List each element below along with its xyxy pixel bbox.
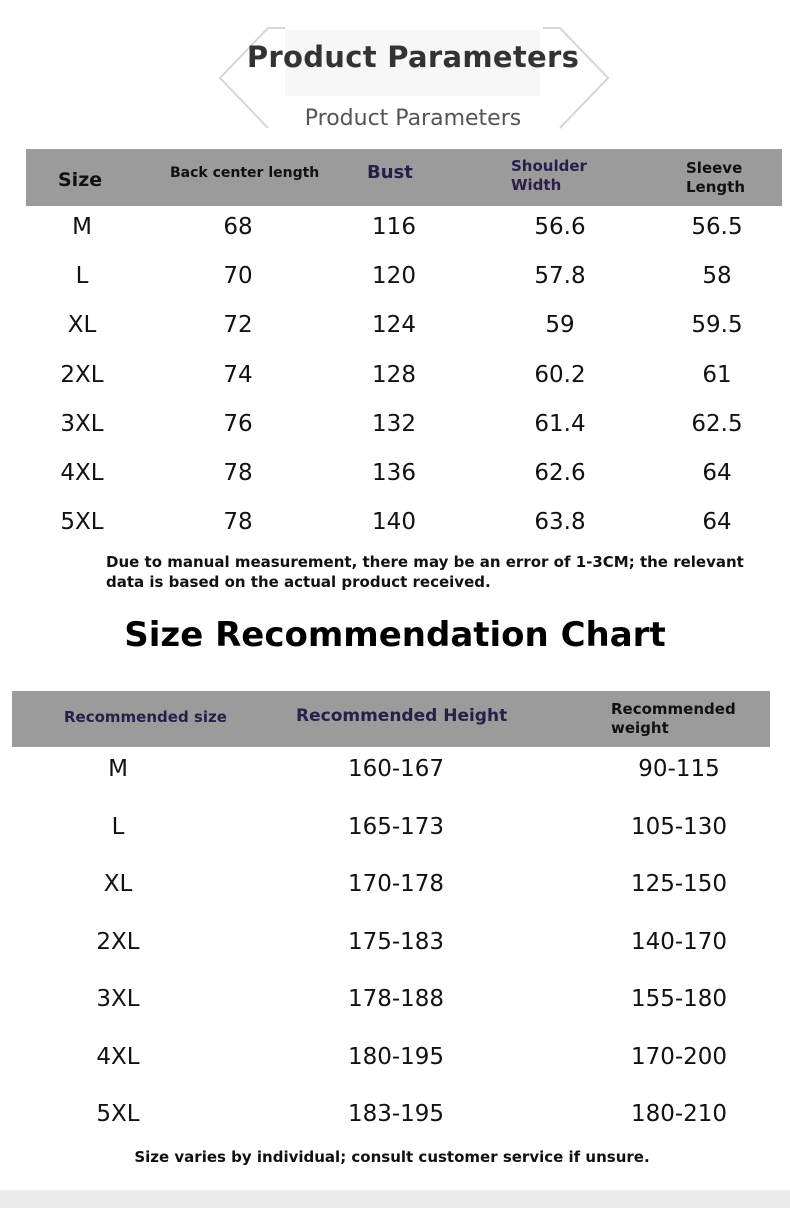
recommend-weight-cell: 155-180 [630,986,728,1012]
params-value-cell: 116 [372,214,416,240]
col-recommended-height-header: Recommended Height [296,706,508,726]
params-value-cell: 56.5 [691,214,743,240]
page-subtitle: Product Parameters [304,106,522,131]
col-size-header: Size [58,169,103,191]
params-value-cell: 62.6 [534,460,586,486]
params-value-cell: 62.5 [691,411,743,437]
params-value-cell: 61 [702,362,732,388]
params-value-cell: 70 [223,263,253,289]
params-size-cell: 2XL [60,362,104,388]
recommendation-title: Size Recommendation Chart [124,615,666,655]
recommend-size-cell: 5XL [96,1101,140,1127]
params-value-cell: 56.6 [534,214,586,240]
params-value-cell: 59 [545,312,575,338]
params-value-cell: 78 [223,460,253,486]
params-value-cell: 68 [223,214,253,240]
params-value-cell: 72 [223,312,253,338]
params-value-cell: 136 [372,460,416,486]
params-value-cell: 64 [702,460,732,486]
params-value-cell: 132 [372,411,416,437]
recommend-size-cell: 2XL [96,929,140,955]
col-shoulder-header: Shoulder Width [511,157,587,194]
params-value-cell: 63.8 [534,509,586,535]
params-table-header [26,149,782,206]
params-value-cell: 78 [223,509,253,535]
col-recommended-weight-header: Recommended weight [611,700,736,737]
params-value-cell: 64 [702,509,732,535]
recommend-height-cell: 178-188 [347,986,445,1012]
recommend-height-cell: 175-183 [347,929,445,955]
recommend-size-cell: M [108,756,128,782]
recommend-height-cell: 170-178 [347,871,445,897]
footer-strip [0,1190,790,1208]
params-value-cell: 76 [223,411,253,437]
col-back-length-header: Back center length [170,165,320,181]
recommend-height-cell: 165-173 [347,814,445,840]
params-value-cell: 74 [223,362,253,388]
recommend-weight-cell: 170-200 [630,1044,728,1070]
recommendation-footnote: Size varies by individual; consult customer service if unsure. [134,1148,650,1166]
params-value-cell: 57.8 [534,263,586,289]
recommend-weight-cell: 105-130 [630,814,728,840]
col-bust-header: Bust [367,162,413,183]
params-value-cell: 120 [372,263,416,289]
params-size-cell: M [72,214,92,240]
params-size-cell: XL [67,312,97,338]
measurement-note-line2: data is based on the actual product received. [106,573,491,591]
recommend-size-cell: L [111,814,125,840]
recommend-height-cell: 180-195 [347,1044,445,1070]
recommend-size-cell: 3XL [96,986,140,1012]
params-value-cell: 140 [372,509,416,535]
recommend-size-cell: XL [103,871,133,897]
measurement-note-line1: Due to manual measurement, there may be an error of 1-3CM; the relevant [106,553,744,571]
params-value-cell: 60.2 [534,362,586,388]
page-title: Product Parameters [246,40,580,74]
params-value-cell: 124 [372,312,416,338]
params-value-cell: 59.5 [691,312,743,338]
params-value-cell: 128 [372,362,416,388]
recommend-weight-cell: 140-170 [630,929,728,955]
recommend-height-cell: 183-195 [347,1101,445,1127]
params-size-cell: L [75,263,89,289]
recommend-weight-cell: 125-150 [630,871,728,897]
recommend-weight-cell: 90-115 [638,756,720,782]
params-size-cell: 3XL [60,411,104,437]
recommend-height-cell: 160-167 [347,756,445,782]
params-value-cell: 61.4 [534,411,586,437]
recommend-size-cell: 4XL [96,1044,140,1070]
col-sleeve-header: Sleeve Length [686,159,745,196]
params-value-cell: 58 [702,263,732,289]
params-size-cell: 5XL [60,509,104,535]
recommendation-table-header [12,691,770,747]
col-recommended-size-header: Recommended size [64,708,227,726]
params-size-cell: 4XL [60,460,104,486]
recommend-weight-cell: 180-210 [630,1101,728,1127]
